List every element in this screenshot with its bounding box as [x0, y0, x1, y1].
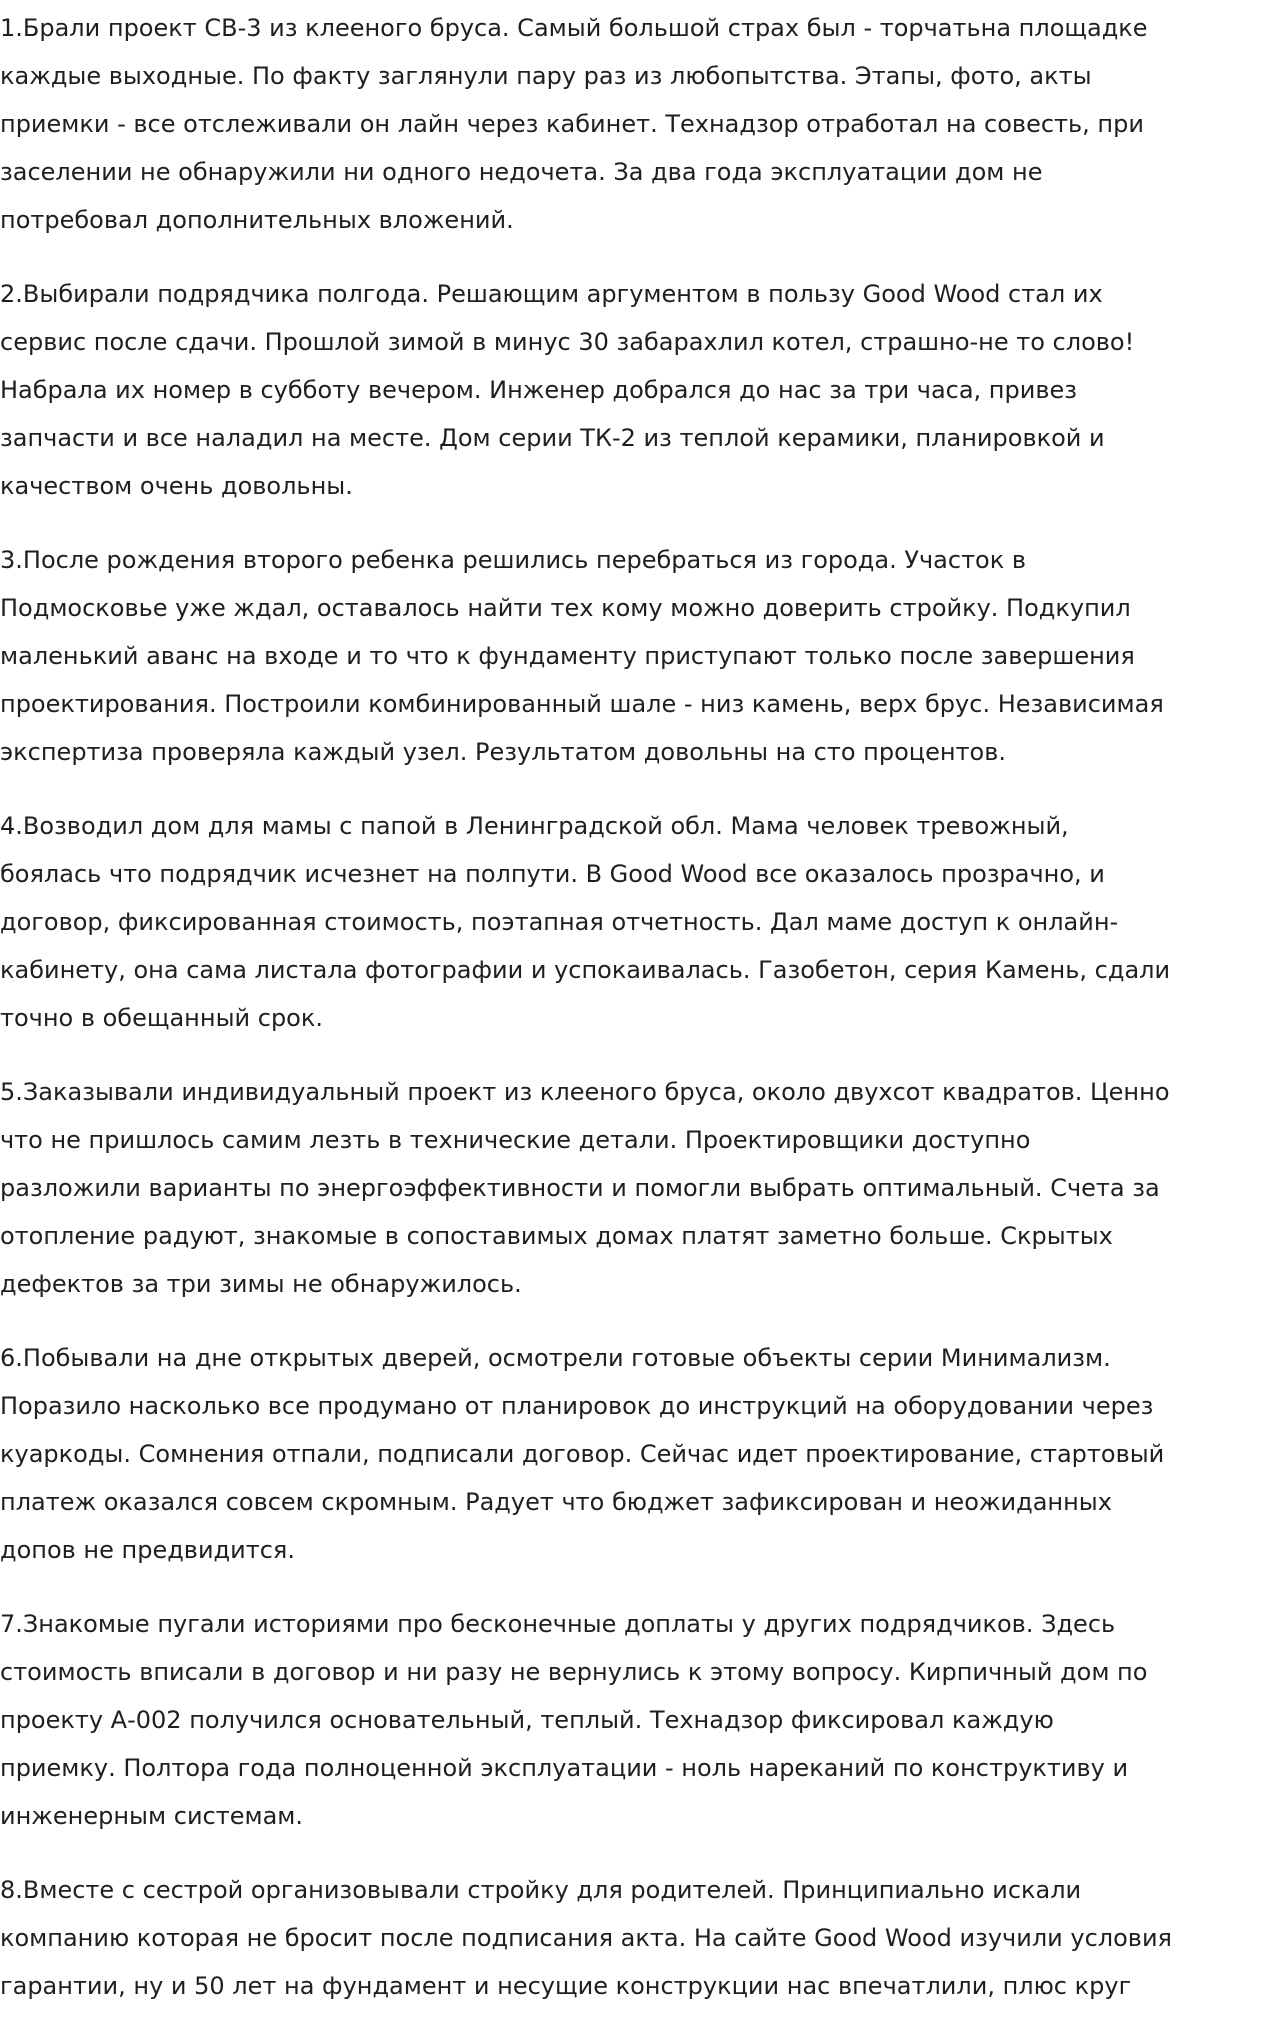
- text-line: платеж оказался совсем скромным. Радует что бюджет зафиксирован и неожиданных: [0, 1488, 1112, 1516]
- text-line: разложили варианты по энергоэффективности и помогли выбрать оптимальный. Счета за: [0, 1174, 1160, 1202]
- text-line: стоимость вписали в договор и ни разу не вернулись к этому вопросу. Кирпичный дом по: [0, 1658, 1148, 1686]
- text-line: сервис после сдачи. Прошлой зимой в минус 30 забарахлил котел, страшно-не то слово!: [0, 328, 1135, 356]
- text-line: компанию которая не бросит после подписания акта. На сайте Good Wood изучили условия: [0, 1924, 1172, 1952]
- text-line: 4.Возводил дом для мамы с папой в Ленинградской обл. Мама человек тревожный,: [0, 812, 1069, 840]
- text-line: 6.Побывали на дне открытых дверей, осмотрели готовые объекты серии Минимализм.: [0, 1344, 1111, 1372]
- text-line: 3.После рождения второго ребенка решились перебраться из города. Участок в: [0, 546, 1026, 574]
- review-paragraph-4: [0, 802, 1270, 1042]
- text-line: качеством очень довольны.: [0, 472, 353, 500]
- review-paragraph-8: [0, 1866, 1270, 2010]
- text-line: что не пришлось самим лезть в технические детали. Проектировщики доступно: [0, 1126, 1031, 1154]
- review-paragraph-3: [0, 536, 1270, 776]
- text-line: маленький аванс на входе и то что к фундаменту приступают только после завершения: [0, 642, 1135, 670]
- review-paragraph-2: [0, 270, 1270, 510]
- text-line: инженерным системам.: [0, 1802, 304, 1830]
- text-line: проекту А-002 получился основательный, теплый. Технадзор фиксировал каждую: [0, 1706, 1054, 1734]
- text-line: 2.Выбирали подрядчика полгода. Решающим аргументом в пользу Good Wood стал их: [0, 280, 1103, 308]
- text-line: 8.Вместе с сестрой организовывали стройку для родителей. Принципиально искали: [0, 1876, 1082, 1904]
- review-paragraph-1: [0, 4, 1270, 244]
- text-line: кабинету, она сама листала фотографии и успокаивалась. Газобетон, серия Камень, сдали: [0, 956, 1171, 984]
- reviews-document: [0, 4, 1270, 2036]
- text-line: Поразило насколько все продумано от планировок до инструкций на оборудовании через: [0, 1392, 1154, 1420]
- text-line: дефектов за три зимы не обнаружилось.: [0, 1270, 522, 1298]
- text-line: потребовал дополнительных вложений.: [0, 206, 514, 234]
- text-line: приемки - все отслеживали он лайн через кабинет. Технадзор отработал на совесть, при: [0, 110, 1144, 138]
- text-line: запчасти и все наладил на месте. Дом серии ТК-2 из теплой керамики, планировкой и: [0, 424, 1105, 452]
- review-paragraph-7: [0, 1600, 1270, 1840]
- text-line: экспертиза проверяла каждый узел. Результатом довольны на сто процентов.: [0, 738, 1007, 766]
- text-line: гарантии, ну и 50 лет на фундамент и несущие конструкции нас впечатлили, плюс круг: [0, 1972, 1132, 2000]
- text-line: заселении не обнаружили ни одного недочета. За два года эксплуатации дом не: [0, 158, 1043, 186]
- text-line: Набрала их номер в субботу вечером. Инженер добрался до нас за три часа, привез: [0, 376, 1077, 404]
- review-paragraph-6: [0, 1334, 1270, 1574]
- text-line: куаркоды. Сомнения отпали, подписали договор. Сейчас идет проектирование, стартовый: [0, 1440, 1165, 1468]
- text-line: боялась что подрядчик исчезнет на полпути. В Good Wood все оказалось прозрачно, и: [0, 860, 1105, 888]
- text-line: 1.Брали проект СВ-3 из клееного бруса. Самый большой страх был - торчатьна площадке: [0, 14, 1148, 42]
- text-line: отопление радуют, знакомые в сопоставимых домах платят заметно больше. Скрытых: [0, 1222, 1113, 1250]
- text-line: допов не предвидится.: [0, 1536, 295, 1564]
- text-line: договор, фиксированная стоимость, поэтапная отчетность. Дал маме доступ к онлайн-: [0, 908, 1119, 936]
- text-line: каждые выходные. По факту заглянули пару раз из любопытства. Этапы, фото, акты: [0, 62, 1092, 90]
- text-line: приемку. Полтора года полноценной эксплуатации - ноль нареканий по конструктиву и: [0, 1754, 1129, 1782]
- text-line: Подмосковье уже ждал, оставалось найти тех кому можно доверить стройку. Подкупил: [0, 594, 1131, 622]
- text-line: проектирования. Построили комбинированный шале - низ камень, верх брус. Независимая: [0, 690, 1164, 718]
- review-paragraph-5: [0, 1068, 1270, 1308]
- text-line: точно в обещанный срок.: [0, 1004, 323, 1032]
- text-line: 7.Знакомые пугали историями про бесконечные доплаты у других подрядчиков. Здесь: [0, 1610, 1116, 1638]
- text-line: 5.Заказывали индивидуальный проект из клееного бруса, около двухсот квадратов. Ценно: [0, 1078, 1170, 1106]
